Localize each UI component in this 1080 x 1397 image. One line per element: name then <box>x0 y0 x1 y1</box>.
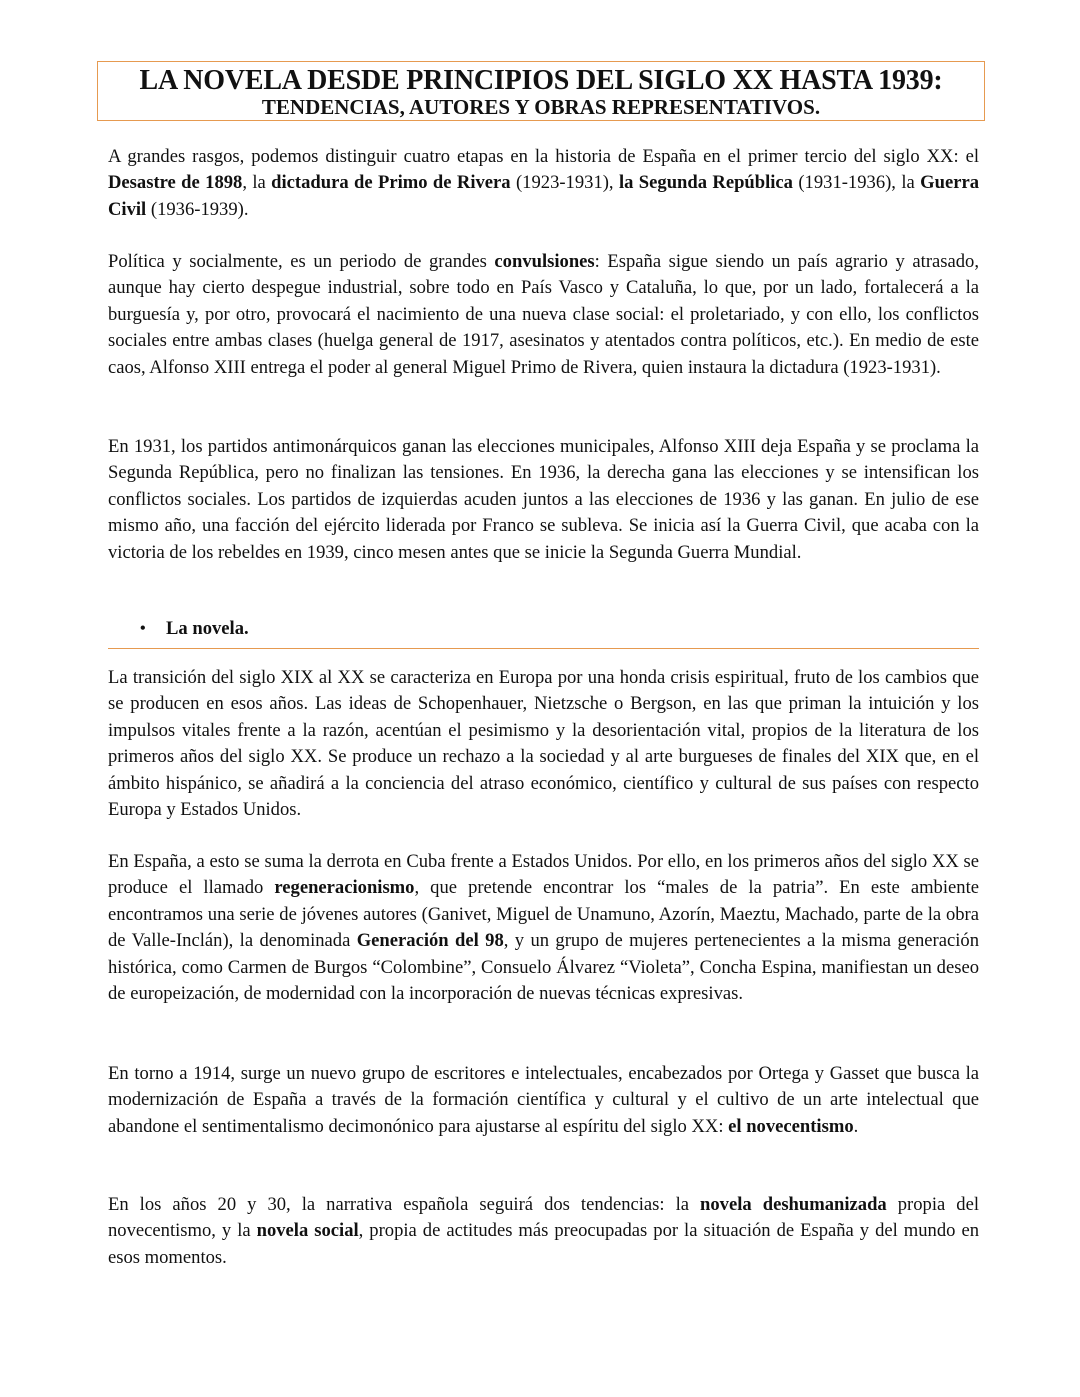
text: Política y socialmente, es un periodo de grandes <box>108 251 495 272</box>
bold-text: Desastre de 1898 <box>108 172 243 194</box>
text: (1931-1936), la <box>792 172 921 194</box>
paragraph-stages <box>108 144 979 223</box>
text: En los años 20 y 30, la narrativa española seguirá dos tendencias: la <box>108 1194 701 1215</box>
text: En 1931, los partidos antimonárquicos ganan las elecciones municipales, Alfonso XIII deja España y se proclama la Segunda República, pero no finalizan las tensiones. En 1936, la derecha gana las elecciones y se intensifican los conflictos sociales. Los partidos de izquierdas acuden juntos a las elecciones de 1936 y las ganan. En julio de ese mismo año, una facción del ejército liderada por Franco se subleva. Se inicia así la Guerra Civil, que acaba con la victoria de los rebeldes en 1939, cinco mesen antes que se inicie la Segunda Guerra Mundial. <box>108 436 979 563</box>
text: En torno a 1914, surge un nuevo grupo de escritores e intelectuales, encabezados por Ortega y Gasset que busca la modernización de España a través de la formación científica y cultural y el cultivo de un arte intelectual que abandone el sentimentalismo decimonónico para ajustarse al espíritu del siglo XX: <box>108 1063 979 1137</box>
bold-text: el novecentismo <box>728 1115 854 1137</box>
bold-text: novela deshumanizada <box>700 1194 887 1215</box>
text: : España sigue siendo un país agrario y atrasado, aunque hay cierto despegue industrial, sobre todo en País Vasco y Cataluña, lo que, por un lado, fortalecerá a la burguesía y, por otro, provocará el nacimiento de una nueva clase social: el proletariado, y con ello, los conflictos sociales entre ambas clases (huelga general de 1917, asesinatos y atentados contra políticos, etc.). En medio de este caos, Alfonso XIII entrega el poder al general Miguel Primo de Rivera, quien instaura la dictadura (1923-1931). <box>108 251 979 378</box>
text: A grandes rasgos, podemos distinguir cuatro etapas en la historia de España en el primer tercio del siglo XX: el <box>108 146 979 167</box>
text: (1923-1931), <box>510 172 619 194</box>
paragraph-republic <box>108 434 979 566</box>
document-title: LA NOVELA DESDE PRINCIPIOS DEL SIGLO XX HASTA 1939: <box>139 65 943 96</box>
paragraph-generation-98 <box>108 849 979 1007</box>
bold-text: la Segunda República <box>618 172 793 194</box>
paragraph-politics <box>108 249 979 381</box>
text: . <box>853 1115 859 1137</box>
title-box <box>97 61 985 121</box>
section-label: La novela. <box>166 618 249 639</box>
bold-text: regeneracionismo <box>274 877 415 899</box>
text: , que pretende encontrar los “males de la patria”. En este ambiente encontramos una serie de jóvenes autores (Ganivet, Miguel de Unamuno, Azorín, Maeztu, Machado, parte de la obra de Valle-Inclán), la denominada <box>108 877 979 952</box>
bold-text: dictadura de Primo de Rivera <box>271 172 511 194</box>
document-subtitle: TENDENCIAS, AUTORES Y OBRAS REPRESENTATIVOS. <box>261 95 821 119</box>
text: , y un grupo de mujeres pertenecientes a la misma generación histórica, como Carmen de Burgos “Colombine”, Consuelo Álvarez “Violeta”, Concha Espina, manifiestan un deseo de europeización, de modernidad con la incorporación de nuevas técnicas expresivas. <box>108 930 979 1005</box>
bullet-icon: • <box>140 620 146 637</box>
text: La transición del siglo XIX al XX se caracteriza en Europa por una honda crisis espiritual, fruto de los cambios que se producen en esos años. Las ideas de Schopenhauer, Nietzsche o Bergson, en las que priman la intuición y los impulsos vitales frente a la razón, acentúan el pesimismo y la desorientación vital, propios de la literatura de los primeros años del siglo XX. Se produce un rechazo a la sociedad y al arte burgueses de finales del XIX que, en el ámbito hispánico, se añadirá a la conciencia del atraso económico, científico y cultural de sus países con respecto Europa y Estados Unidos. <box>108 667 979 821</box>
text: , propia de actitudes más preocupadas por la situación de España y del mundo en esos momentos. <box>108 1220 979 1268</box>
text: propia del novecentismo, y la <box>108 1194 979 1242</box>
bold-text: Generación del 98 <box>356 930 504 952</box>
bold-text: convulsiones <box>494 251 595 272</box>
text: (1936-1939). <box>146 198 249 220</box>
paragraph-tendencies <box>108 1192 979 1271</box>
section-heading-novela <box>108 618 979 649</box>
text: En España, a esto se suma la derrota en Cuba frente a Estados Unidos. Por ello, en los primeros años del siglo XX se produce el llamado <box>108 851 979 899</box>
bold-text: Guerra Civil <box>108 172 979 220</box>
bold-text: novela social <box>256 1220 359 1242</box>
paragraph-novecentismo <box>108 1061 979 1140</box>
paragraph-crisis <box>108 665 979 823</box>
text: , la <box>242 172 272 194</box>
